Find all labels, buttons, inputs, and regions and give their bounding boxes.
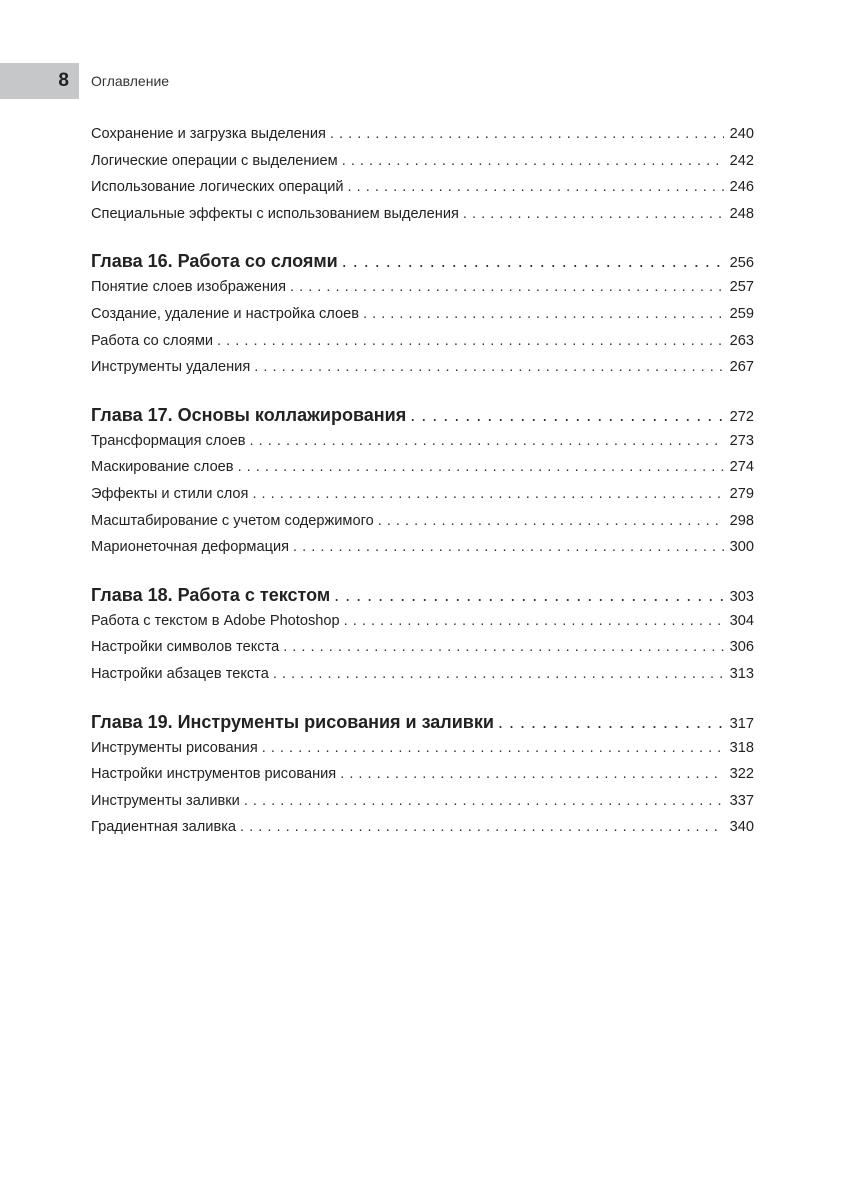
toc-page-number: 257 — [729, 279, 754, 296]
dot-leader — [252, 486, 723, 502]
toc-entry[interactable] — [91, 306, 754, 333]
toc-entry[interactable] — [91, 793, 754, 820]
toc-page-number: 240 — [729, 126, 754, 142]
page-number-box — [0, 63, 79, 99]
dot-leader — [344, 613, 724, 629]
toc-section — [91, 251, 754, 385]
toc-entry-title: Трансформация слоев — [91, 432, 246, 449]
toc-page-number: 246 — [729, 179, 754, 196]
toc-chapter-heading[interactable] — [91, 585, 754, 613]
dot-leader — [244, 793, 724, 809]
dot-leader — [240, 819, 724, 835]
toc-entry-title: Понятие слоев изображения — [91, 279, 286, 296]
dot-leader — [340, 766, 723, 782]
dot-leader — [342, 251, 724, 272]
toc-entry-title: Градиентная заливка — [91, 819, 237, 836]
toc-entry[interactable] — [91, 333, 754, 360]
toc-entry-title: Инструменты рисования — [91, 739, 258, 756]
toc-page-number: 267 — [729, 359, 754, 376]
toc-entry-title: Масштабирование с учетом содержимого — [91, 512, 374, 529]
running-header-title: Оглавление — [91, 73, 170, 89]
toc-entry-title: Работа со слоями — [91, 332, 214, 349]
toc-entry-title: Работа с текстом в Adobe Photoshop — [91, 612, 340, 629]
toc-entry[interactable] — [91, 513, 754, 540]
toc-entry-title: Специальные эффекты с использованием выделения — [91, 205, 459, 222]
toc-section — [91, 126, 754, 232]
toc-page-number: 313 — [729, 665, 754, 682]
toc-page-number: 256 — [729, 255, 754, 272]
toc-entry-title: Глава 18. Работа с текстом — [91, 584, 331, 605]
toc-page-number: 242 — [729, 152, 754, 169]
dot-leader — [342, 153, 724, 169]
toc-section — [91, 712, 754, 846]
toc-entry[interactable] — [91, 639, 754, 666]
toc-page-number: 272 — [729, 408, 754, 425]
toc-entry[interactable] — [91, 666, 754, 693]
dot-leader — [217, 333, 724, 349]
toc-chapter-heading[interactable] — [91, 405, 754, 433]
toc-chapter-heading[interactable] — [91, 712, 754, 740]
dot-leader — [273, 666, 724, 682]
toc-entry-title: Создание, удаление и настройка слоев — [91, 305, 359, 322]
toc-page-number: 340 — [729, 819, 754, 836]
dot-leader — [330, 126, 724, 142]
dot-leader — [498, 712, 724, 733]
toc-entry-title: Настройки инструментов рисования — [91, 766, 337, 783]
toc-entry-title: Настройки символов текста — [91, 639, 280, 656]
toc-page-number: 317 — [729, 715, 754, 732]
dot-leader — [410, 405, 723, 426]
toc-entry-title: Логические операции с выделением — [91, 152, 338, 169]
toc-page-number: 274 — [729, 459, 754, 476]
toc-entry[interactable] — [91, 766, 754, 793]
dot-leader — [293, 539, 724, 555]
toc-entry[interactable] — [91, 359, 754, 386]
toc-entry-title: Глава 16. Работа со слоями — [91, 251, 338, 272]
dot-leader — [262, 740, 724, 756]
dot-leader — [363, 306, 724, 322]
dot-leader — [250, 433, 724, 449]
dot-leader — [238, 459, 724, 475]
toc-entry-title: Маскирование слоев — [91, 459, 234, 476]
dot-leader — [254, 359, 723, 375]
toc-page-number: 303 — [729, 588, 754, 605]
toc-chapter-heading[interactable] — [91, 251, 754, 279]
dot-leader — [290, 279, 724, 295]
toc-page-number: 298 — [729, 512, 754, 529]
dot-leader — [463, 206, 724, 222]
toc-page-number: 306 — [729, 639, 754, 656]
table-of-contents — [91, 126, 754, 865]
toc-entry-title: Использование логических операций — [91, 179, 344, 196]
toc-page-number: 259 — [729, 305, 754, 322]
toc-entry-title: Глава 17. Основы коллажирования — [91, 404, 407, 425]
toc-page-number: 263 — [729, 332, 754, 349]
toc-page-number: 300 — [729, 539, 754, 556]
toc-entry-title: Глава 19. Инструменты рисования и заливки — [91, 711, 494, 732]
toc-page-number: 273 — [729, 432, 754, 449]
toc-entry-title: Настройки абзацев текста — [91, 665, 269, 682]
toc-entry[interactable] — [91, 740, 754, 767]
toc-entry-title: Марионеточная деформация — [91, 539, 289, 556]
page-number: 8 — [58, 70, 69, 91]
toc-entry[interactable] — [91, 153, 754, 180]
toc-page-number: 337 — [729, 792, 754, 809]
toc-entry[interactable] — [91, 433, 754, 460]
toc-page-number: 279 — [729, 485, 754, 502]
dot-leader — [348, 179, 724, 195]
toc-entry[interactable] — [91, 486, 754, 513]
toc-page-number: 318 — [729, 739, 754, 756]
toc-entry[interactable] — [91, 459, 754, 486]
dot-leader — [283, 639, 723, 655]
toc-entry[interactable] — [91, 179, 754, 206]
toc-section — [91, 405, 754, 566]
toc-section — [91, 585, 754, 693]
toc-page-number: 304 — [729, 612, 754, 629]
toc-entry[interactable] — [91, 279, 754, 306]
toc-entry[interactable] — [91, 613, 754, 640]
dot-leader — [334, 585, 723, 606]
dot-leader — [378, 513, 724, 529]
toc-page-number: 248 — [729, 205, 754, 222]
toc-entry-title: Инструменты удаления — [91, 359, 251, 376]
toc-entry[interactable] — [91, 539, 754, 566]
toc-entry[interactable] — [91, 206, 754, 233]
toc-page-number: 322 — [729, 766, 754, 783]
toc-entry[interactable] — [91, 819, 754, 846]
toc-entry-title: Эффекты и стили слоя — [91, 485, 249, 502]
toc-entry-title: Инструменты заливки — [91, 792, 240, 809]
toc-entry-title: Сохранение и загрузка выделения — [91, 126, 326, 142]
toc-entry[interactable] — [91, 126, 754, 153]
